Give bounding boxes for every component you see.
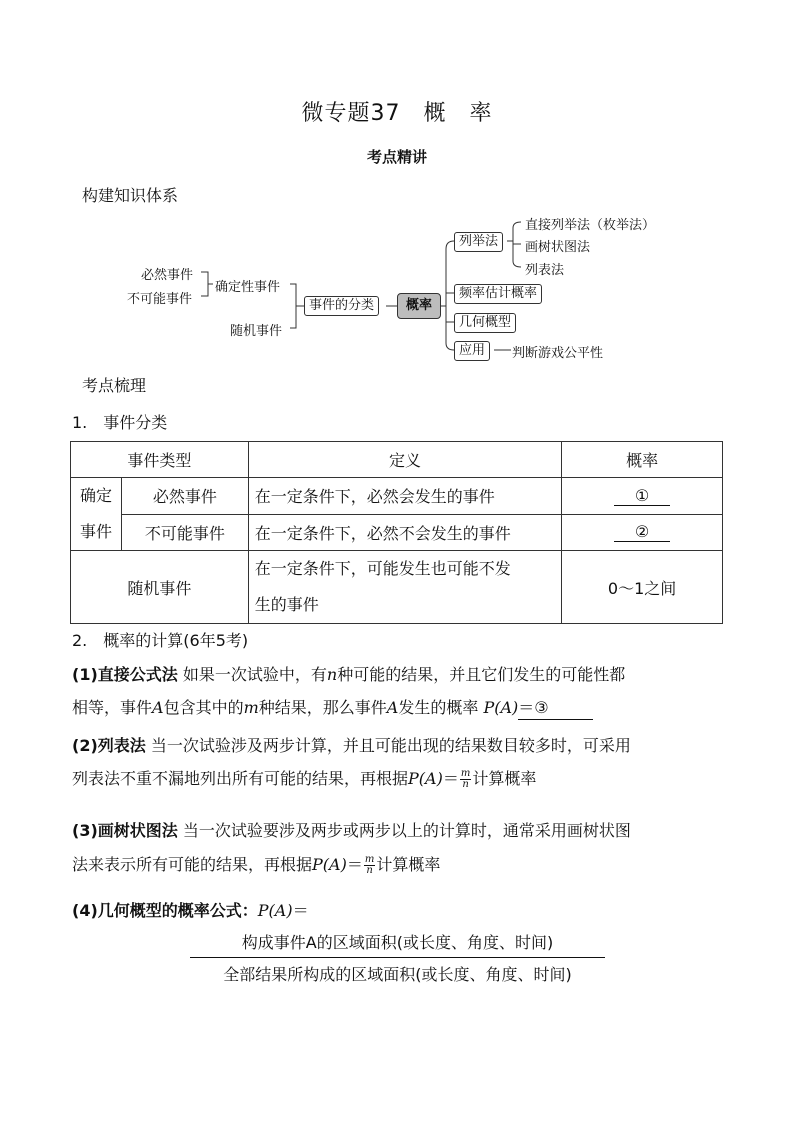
label-geometric-formula: (4)几何概型的概率公式：	[72, 901, 258, 920]
mm-app-fairness: 判断游戏公平性	[512, 346, 604, 361]
para-table-method	[72, 735, 726, 757]
text: 计算概率	[376, 855, 441, 874]
label-direct-formula: (1)直接公式法	[72, 665, 178, 684]
page-title: 微专题37 概 率	[301, 101, 493, 126]
equals: ＝	[346, 855, 363, 874]
var-n: n	[326, 665, 338, 684]
row-def-random-line2: 生的事件	[254, 595, 319, 614]
row-prob-random: 0～1之间	[562, 551, 723, 624]
certain-event-group	[71, 478, 122, 551]
text: 当一次试验要涉及两步或两步以上的计算时，通常采用画树状图	[182, 821, 631, 840]
text: 相等，事件	[72, 698, 153, 717]
row-prob-must	[562, 478, 723, 515]
frac-num: m	[460, 768, 471, 779]
para-tree-method-line2	[72, 854, 726, 876]
header-definition: 定义	[248, 442, 561, 478]
mm-core-probability: 概率	[397, 293, 441, 319]
fraction-m-over-n	[460, 769, 471, 790]
text: 如果一次试验中，有	[182, 665, 327, 684]
mm-certain-event: 确定性事件	[215, 280, 281, 295]
var-m: m	[243, 698, 259, 717]
label-tree-method: (3)画树状图法	[72, 821, 178, 840]
row-def-impossible: 在一定条件下，必然不会发生的事件	[248, 514, 561, 551]
para-tree-method	[72, 820, 726, 842]
mm-must-event: 必然事件	[141, 268, 194, 283]
row-type-impossible: 不可能事件	[121, 514, 248, 551]
para-direct-formula	[72, 664, 726, 686]
mm-enum-direct: 直接列举法（枚举法）	[525, 218, 656, 233]
text: 包含其中的	[163, 698, 244, 717]
formula-PA: P(A)	[257, 901, 293, 920]
var-A: A	[386, 698, 399, 717]
mm-geometric: 几何概型	[454, 313, 516, 333]
row-type-must: 必然事件	[121, 478, 248, 515]
row-def-must: 在一定条件下，必然会发生的事件	[248, 478, 561, 515]
text: 计算概率	[472, 769, 537, 788]
equals: ＝	[442, 769, 459, 788]
formula-PA: P(A)	[408, 769, 443, 788]
event-type-table	[70, 441, 723, 624]
frac-num: m	[364, 854, 375, 865]
equals: ＝	[292, 901, 309, 920]
row-def-random	[248, 551, 561, 624]
mm-frequency: 频率估计概率	[454, 284, 542, 304]
para-direct-formula-line2	[72, 697, 726, 720]
para-table-method-line2	[72, 768, 726, 790]
header-probability: 概率	[562, 442, 723, 478]
fraction-m-over-n	[364, 855, 375, 876]
table-row	[71, 478, 723, 515]
label-table-method: (2)列表法	[72, 736, 146, 755]
var-A: A	[152, 698, 164, 717]
sort-heading: 考点梳理	[82, 376, 147, 395]
mm-enum-tree: 画树状图法	[525, 240, 591, 255]
table-row	[71, 551, 723, 624]
text: 种可能的结果，并且它们发生的可能性都	[337, 665, 626, 684]
text: 种结果，那么事件	[258, 698, 387, 717]
mindmap-connectors	[0, 0, 794, 380]
table-row	[71, 514, 723, 551]
build-knowledge-heading: 构建知识体系	[82, 186, 179, 205]
mm-application: 应用	[454, 341, 490, 361]
section-subtitle: 考点精讲	[366, 148, 427, 166]
group-label-b: 事件	[79, 522, 112, 541]
calc-heading: 2. 概率的计算(6年5考)	[72, 631, 249, 650]
header-event-type: 事件类型	[71, 442, 249, 478]
mm-impossible-event: 不可能事件	[127, 292, 193, 307]
para-geometric-formula	[72, 900, 726, 922]
frac-den: n	[462, 779, 469, 790]
answer-blank-1: ①	[614, 486, 670, 506]
geometric-denominator: 全部结果所构成的区域面积(或长度、角度、时间)	[223, 965, 572, 984]
answer-blank-2: ②	[614, 522, 670, 542]
text: 发生的概率	[398, 698, 479, 717]
geometric-fraction	[190, 930, 605, 985]
mm-random-event: 随机事件	[230, 324, 283, 339]
table-header-row	[71, 442, 723, 478]
formula-PA: P(A)	[483, 698, 519, 717]
formula-PA: P(A)	[312, 855, 347, 874]
group-label-a: 确定	[79, 486, 112, 505]
answer-blank-3: ＝③	[518, 697, 593, 720]
frac-den: n	[366, 865, 373, 876]
text: 列表法不重不漏地列出所有可能的结果，再根据	[72, 769, 409, 788]
text: 当一次试验涉及两步计算，并且可能出现的结果数目较多时，可采用	[150, 736, 631, 755]
mm-enum-table: 列表法	[525, 263, 565, 278]
event-classify-heading: 1. 事件分类	[72, 413, 168, 432]
geometric-numerator: 构成事件A的区域面积(或长度、角度、时间)	[190, 930, 605, 958]
mm-event-classify: 事件的分类	[304, 296, 379, 316]
text: 法来表示所有可能的结果，再根据	[72, 855, 313, 874]
row-prob-impossible	[562, 514, 723, 551]
mm-enum-method: 列举法	[454, 232, 503, 252]
row-type-random: 随机事件	[71, 551, 249, 624]
row-def-random-line1: 在一定条件下，可能发生也可能不发	[254, 559, 511, 578]
